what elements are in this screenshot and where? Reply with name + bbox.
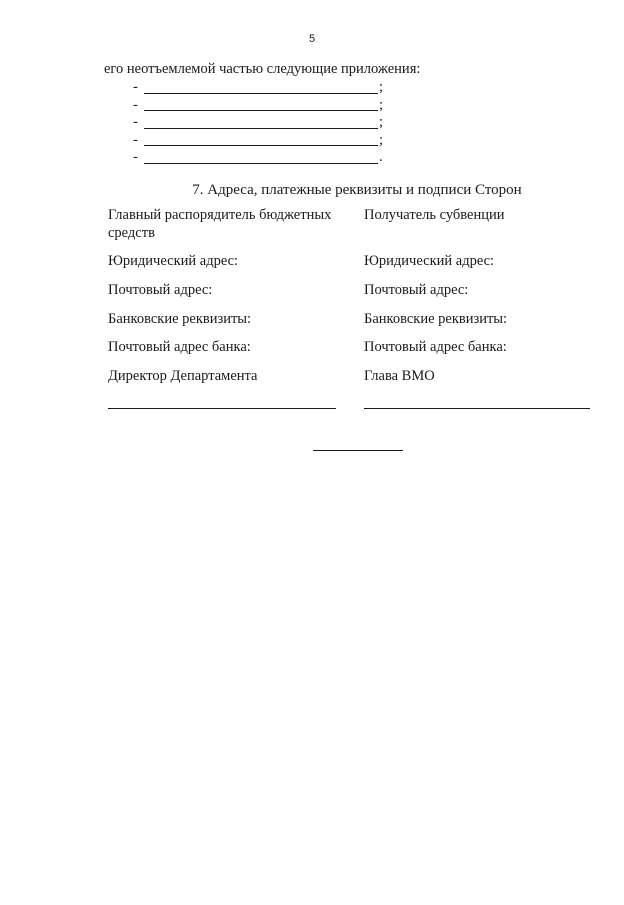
- appendix-dash: -: [133, 149, 138, 165]
- appendix-item: [133, 132, 383, 150]
- appendix-dash: -: [133, 131, 138, 148]
- page-number: 5: [308, 33, 316, 45]
- right-signatory-label: Глава ВМО: [364, 368, 435, 384]
- appendix-punctuation: ;: [379, 96, 384, 113]
- intro-text: его неотъемлемой частью следующие приложения:: [104, 61, 421, 77]
- appendix-list: [133, 79, 383, 167]
- left-bank-details-label: Банковские реквизиты:: [108, 311, 252, 327]
- right-legal-address-label: Юридический адрес:: [364, 253, 495, 269]
- appendix-blank-line: [144, 98, 378, 111]
- appendix-punctuation: ;: [379, 114, 384, 130]
- right-bank-details-label: Банковские реквизиты:: [364, 311, 508, 327]
- appendix-dash: -: [133, 79, 138, 95]
- left-postal-address-label: Почтовый адрес:: [108, 282, 213, 298]
- appendix-dash: -: [133, 114, 138, 130]
- appendix-dash: -: [133, 96, 138, 113]
- appendix-item: [133, 149, 383, 167]
- document-end-rule: [313, 450, 403, 451]
- right-party-title: Получатель субвенции: [364, 207, 505, 223]
- left-legal-address-label: Юридический адрес:: [108, 253, 239, 269]
- left-signatory-label: Директор Департамента: [108, 368, 258, 384]
- appendix-blank-line: [144, 116, 378, 129]
- left-signature-line: [108, 408, 336, 409]
- left-party-title: Главный распорядитель бюджетных средств: [108, 207, 332, 241]
- right-postal-address-label: Почтовый адрес:: [364, 282, 469, 298]
- appendix-blank-line: [144, 133, 378, 146]
- left-party-column: [108, 206, 348, 384]
- section-heading: 7. Адреса, платежные реквизиты и подписи Сторон: [192, 182, 522, 198]
- appendix-punctuation: ;: [379, 131, 384, 148]
- appendix-item: [133, 79, 383, 97]
- appendix-blank-line: [144, 81, 378, 94]
- right-bank-postal-address-label: Почтовый адрес банка:: [364, 339, 507, 355]
- right-signature-line: [364, 408, 590, 409]
- appendix-item: [133, 114, 383, 132]
- left-bank-postal-address-label: Почтовый адрес банка:: [108, 339, 251, 355]
- appendix-punctuation: .: [379, 149, 383, 165]
- appendix-blank-line: [144, 151, 378, 164]
- right-party-column: [364, 206, 604, 384]
- appendix-item: [133, 97, 383, 115]
- appendix-punctuation: ;: [379, 79, 384, 95]
